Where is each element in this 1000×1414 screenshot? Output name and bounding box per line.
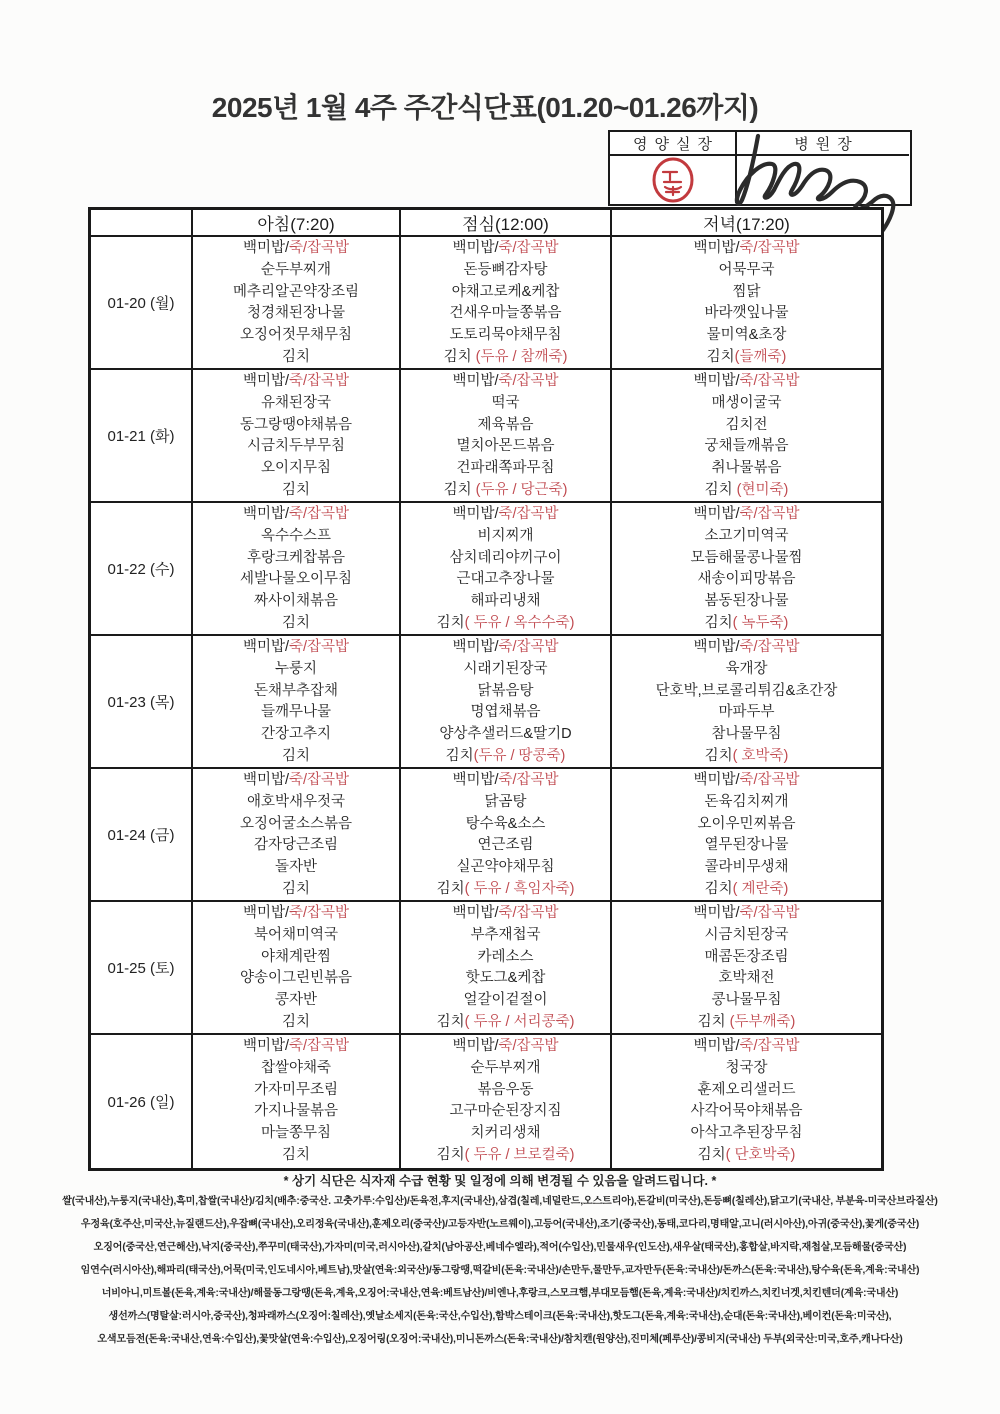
menu-item-special: 후랑크케찹볶음 (246, 549, 346, 566)
approval-box (608, 130, 912, 206)
porridge-note: ( 두유 / 브로컬죽) (464, 1146, 575, 1163)
porridge-rice-label: 죽/잡곡밥 (289, 240, 350, 256)
approval-header-director (737, 132, 909, 156)
porridge-rice-label: 죽/잡곡밥 (498, 240, 559, 256)
kimchi-line (612, 347, 881, 369)
menu-item-side: 건파래쪽파무침 (456, 460, 555, 477)
menu-item-side: 연근조림 (477, 837, 534, 854)
rice-line (612, 903, 881, 925)
porridge-rice-label: 죽/잡곡밥 (289, 639, 350, 655)
menu-item-soup: 북어채미역국 (253, 926, 339, 943)
kimchi-line (401, 1012, 610, 1034)
porridge-rice-label: 죽/잡곡밥 (739, 905, 800, 921)
porridge-rice-label: 죽/잡곡밥 (739, 373, 800, 389)
breakfast-menu-cell (193, 636, 401, 769)
menu-item-special: 돈채부추잡채 (253, 682, 339, 699)
kimchi-line (193, 746, 399, 768)
menu-item-side: 참나물무침 (711, 726, 782, 743)
kimchi-line (401, 1145, 610, 1167)
kimchi-line (612, 879, 881, 901)
porridge-rice-label: 죽/잡곡밥 (739, 639, 800, 655)
dinner-menu-cell (612, 902, 881, 1035)
lunch-menu-cell (401, 1035, 612, 1168)
menu-row (91, 769, 881, 902)
day-date-cell: 01-21 (화) (91, 370, 193, 503)
day-date-cell: 01-26 (일) (91, 1035, 193, 1168)
page-title: 2025년 1월 4주 주간식단표(01.20~01.26까지) (211, 92, 759, 123)
menu-item-side: 돌자반 (274, 859, 318, 876)
kimchi-label: 김치 (706, 348, 735, 365)
menu-item-side: 명엽채볶음 (470, 704, 541, 721)
lunch-header: 점심(12:00) (401, 210, 612, 237)
rice-label: 백미밥/ (452, 772, 499, 788)
kimchi-line (401, 480, 610, 502)
porridge-rice-label: 죽/잡곡밥 (289, 905, 350, 921)
menu-row (91, 1035, 881, 1168)
menu-item-soup: 옥수수스프 (260, 527, 332, 544)
menu-item-special: 오이우민찌볶음 (697, 815, 796, 832)
rice-label: 백미밥/ (452, 240, 499, 256)
kimchi-line (612, 1145, 881, 1167)
menu-item-special: 야채고로케&케찹 (451, 283, 560, 300)
menu-item-special: 가자미무조림 (253, 1081, 339, 1098)
kimchi-line (612, 1012, 881, 1034)
hospital-director-label: 병원장 (794, 135, 859, 153)
day-date-cell: 01-20 (월) (91, 237, 193, 370)
menu-item-side: 봄동된장나물 (704, 593, 789, 610)
kimchi-line (401, 347, 610, 369)
lunch-menu-cell (401, 902, 612, 1035)
rice-label: 백미밥/ (693, 373, 740, 389)
menu-item-side: 간장고추지 (260, 726, 332, 743)
porridge-rice-label: 죽/잡곡밥 (739, 240, 800, 256)
rice-line (193, 238, 399, 260)
menu-item-side: 감자당근조림 (253, 837, 339, 854)
kimchi-label: 김치 (281, 1013, 310, 1030)
rice-label: 백미밥/ (693, 772, 740, 788)
menu-item-special: 볶음우동 (477, 1081, 534, 1098)
lunch-menu-cell (401, 503, 612, 636)
menu-item-side: 열무된장나물 (704, 837, 789, 854)
menu-item-side: 도토리묵야채무침 (449, 327, 562, 344)
kimchi-line (193, 480, 399, 502)
rice-line (401, 637, 610, 659)
rice-label: 백미밥/ (242, 240, 289, 256)
dinner-menu-cell (612, 636, 881, 769)
rice-line (612, 238, 881, 260)
rice-label: 백미밥/ (452, 506, 499, 522)
rice-label: 백미밥/ (242, 506, 289, 522)
rice-line (193, 504, 399, 526)
menu-item-side: 궁채들깨볶음 (704, 438, 789, 455)
menu-item-soup: 순두부찌개 (260, 261, 332, 278)
menu-item-side: 오징어젓무채무침 (239, 327, 353, 344)
rice-label: 백미밥/ (452, 373, 499, 389)
porridge-note: ( 녹두죽) (732, 614, 789, 631)
kimchi-label: 김치 (281, 1146, 310, 1163)
kimchi-line (612, 613, 881, 635)
breakfast-menu-cell (193, 1035, 401, 1168)
menu-item-special: 제육볶음 (477, 416, 534, 433)
menu-item-soup: 시금치된장국 (704, 926, 789, 943)
kimchi-label: 김치 (436, 614, 465, 631)
menu-item-side: 콜라비무생채 (704, 859, 789, 876)
menu-item-soup: 어묵무국 (718, 261, 775, 278)
rice-line (612, 637, 881, 659)
rice-line (612, 1036, 881, 1058)
menu-item-special: 메추리알곤약장조림 (232, 283, 360, 300)
rice-label: 백미밥/ (452, 1038, 499, 1054)
origin-line: 생선까스(명탈살:러시아,중국산),청파래까스(오징어:칠레산),옛날소세지(돈육:국산,수입산),함박스테이크(돈육:국내산),핫도그(돈육,계육:국내산),순대(돈육:국내산),베이컨(돈육:미국산), (108, 1311, 892, 1322)
porridge-note: (두유 / 땅콩죽) (473, 747, 566, 764)
menu-item-side: 실곤약야채무침 (456, 859, 555, 876)
rice-label: 백미밥/ (693, 240, 740, 256)
dinner-menu-cell (612, 769, 881, 902)
kimchi-label: 김치 (697, 1146, 726, 1163)
porridge-rice-label: 죽/잡곡밥 (289, 1038, 350, 1054)
rice-label: 백미밥/ (452, 639, 499, 655)
kimchi-line (193, 613, 399, 635)
approval-stamp-cell (610, 156, 737, 203)
rice-label: 백미밥/ (693, 905, 740, 921)
day-date-cell: 01-25 (토) (91, 902, 193, 1035)
rice-label: 백미밥/ (242, 373, 289, 389)
porridge-rice-label: 죽/잡곡밥 (498, 373, 559, 389)
menu-item-special: 모듬해물콩나물찜 (690, 549, 803, 566)
lunch-menu-cell (401, 370, 612, 503)
weekly-menu-table (88, 207, 884, 1171)
menu-item-soup: 부추재첩국 (470, 926, 541, 943)
menu-item-side: 새송이피망볶음 (697, 571, 796, 588)
porridge-note: (현미죽) (732, 481, 789, 498)
kimchi-label: 김치 (445, 747, 474, 764)
porridge-rice-label: 죽/잡곡밥 (498, 905, 559, 921)
menu-item-side: 시금치두부무침 (246, 438, 346, 455)
porridge-rice-label: 죽/잡곡밥 (289, 506, 350, 522)
origin-line: 쌀(국내산),누룽지(국내산),흑미,찹쌀(국내산)/김치(배추:중국산. 고춧가루:수입산)/돈육전,후지(국내산),삼겹(칠레,네덜란드,오스트리아),돈갈비(미국산),돈등뼈(칠레산),닭고기(국내산, 부분육-미국산브라질산) (62, 1196, 938, 1207)
rice-label: 백미밥/ (242, 905, 289, 921)
menu-change-notice: * 상기 식단은 식자재 수급 현황 및 일정에 의해 변경될 수 있음을 알려드립니다. * (283, 1174, 717, 1188)
menu-item-side: 바라깻잎나물 (704, 305, 789, 322)
kimchi-line (612, 480, 881, 502)
menu-item-soup: 시래기된장국 (463, 660, 548, 677)
menu-table-rows (91, 237, 881, 1168)
porridge-note: (두부깨죽) (725, 1013, 796, 1030)
corner-cell (91, 210, 193, 237)
rice-label: 백미밥/ (452, 905, 499, 921)
kimchi-label: 김치 (281, 747, 310, 764)
rice-line (612, 504, 881, 526)
kimchi-line (401, 879, 610, 901)
day-date-cell: 01-23 (목) (91, 636, 193, 769)
menu-row (91, 370, 881, 503)
menu-item-soup: 닭곰탕 (484, 793, 527, 810)
menu-item-special: 삼치데리야끼구이 (449, 549, 562, 566)
rice-line (401, 238, 610, 260)
kimchi-label: 김치 (443, 481, 472, 498)
kimchi-line (193, 347, 399, 369)
porridge-note: (두유 / 참깨죽) (471, 348, 568, 365)
approval-signature-cell (737, 156, 909, 203)
origin-line: 너비아니,미트볼(돈육,계육:국내산)/해물동그랑땡(돈육,계육,오징어:국내산,연육:베트남산)/비엔나,후랑크,스모크햄,부대모듬햄(돈육,계육:국내산)/치킨까스,치킨너겟,치킨텐더(계육:국내산) (101, 1288, 899, 1299)
menu-item-soup: 순두부찌개 (470, 1059, 541, 1076)
menu-row (91, 636, 881, 769)
kimchi-label: 김치 (443, 348, 472, 365)
kimchi-label: 김치 (704, 481, 733, 498)
kimchi-line (193, 879, 399, 901)
rice-line (401, 371, 610, 393)
menu-item-side: 오이지무침 (260, 460, 332, 477)
kimchi-label: 김치 (436, 1146, 465, 1163)
menu-item-special: 탕수육&소스 (465, 815, 546, 832)
origin-line: 오징어(중국산,연근해산),낙지(중국산),쭈꾸미(태국산),가자미(미국,러시아산),갈치(남아공산,베네수엘라),적어(수입산),민물새우(인도산),새우살(태국산),홍합살,바지락,재첩살,모듬해물(중국산) (93, 1242, 907, 1253)
menu-item-soup: 유채된장국 (260, 394, 332, 411)
porridge-note: (들깨죽) (734, 348, 787, 365)
porridge-note: (두유 / 당근죽) (471, 481, 568, 498)
kimchi-line (193, 1145, 399, 1167)
rice-line (401, 770, 610, 792)
menu-item-side: 콩나물무침 (711, 992, 782, 1009)
menu-item-side: 얼갈이겉절이 (463, 992, 548, 1009)
menu-item-side: 멸치아몬드볶음 (456, 438, 555, 455)
porridge-rice-label: 죽/잡곡밥 (739, 506, 800, 522)
rice-line (193, 1036, 399, 1058)
origin-line: 오색모듬전(돈육:국내산,연육:수입산),꽃맛살(연육:수입산),오징어링(오징어:국내산),미니돈까스(돈육:국내산)/참치캔(원양산),진미체(페루산)/콩비지(국내산) 두부(외국산:미국,호주,캐나다산) (97, 1334, 903, 1345)
kimchi-label: 김치 (697, 1013, 726, 1030)
kimchi-line (401, 613, 610, 635)
rice-line (401, 903, 610, 925)
menu-item-side: 양상추샐러드&딸기D (439, 726, 572, 743)
nutrition-director-label: 영양실장 (633, 135, 719, 153)
menu-item-side: 건새우마늘쫑볶음 (449, 305, 562, 322)
menu-item-special: 동그랑땡야채볶음 (239, 416, 353, 433)
menu-row (91, 237, 881, 370)
menu-item-special: 단호박,브로콜리튀김&초간장 (655, 682, 838, 699)
porridge-note: ( 두유 / 옥수수죽) (464, 614, 575, 631)
kimchi-line (193, 1012, 399, 1034)
menu-item-side: 아삭고추된장무침 (690, 1125, 803, 1142)
porridge-rice-label: 죽/잡곡밥 (739, 772, 800, 788)
kimchi-label: 김치 (281, 348, 310, 365)
kimchi-label: 김치 (704, 880, 733, 897)
menu-item-soup: 누룽지 (274, 660, 318, 677)
kimchi-label: 김치 (281, 614, 310, 631)
menu-item-special: 매콤돈장조림 (704, 948, 789, 965)
menu-item-soup: 비지찌개 (477, 527, 534, 544)
breakfast-menu-cell (193, 237, 401, 370)
breakfast-header: 아침(7:20) (193, 210, 401, 237)
menu-item-soup: 돈육김치찌개 (704, 793, 789, 810)
menu-item-soup: 떡국 (491, 394, 520, 411)
menu-item-side: 콩자반 (274, 992, 318, 1009)
breakfast-menu-cell (193, 769, 401, 902)
porridge-note: ( 두유 / 흑임자죽) (464, 880, 575, 897)
dinner-menu-cell (612, 237, 881, 370)
rice-line (193, 903, 399, 925)
rice-line (193, 770, 399, 792)
rice-label: 백미밥/ (693, 639, 740, 655)
menu-item-side: 호박채전 (718, 970, 775, 987)
kimchi-label: 김치 (281, 481, 310, 498)
menu-item-side: 마늘쫑무침 (260, 1125, 332, 1142)
menu-item-side: 고구마순된장지짐 (449, 1103, 562, 1120)
rice-label: 백미밥/ (242, 1038, 289, 1054)
origin-line: 임연수(러시아산),해파리(태국산),어묵(미국,인도네시아,베트남),맛살(연육:외국산)/동그랑땡,떡갈비(돈육:국내산)/손만두,물만두,교자만두(돈육:국내산)/돈까스(돈육:국내산),탕수육(돈육,계육:국내산) (80, 1265, 920, 1276)
menu-item-special: 닭볶음탕 (477, 682, 534, 699)
menu-item-side: 물미역&초장 (706, 327, 787, 344)
porridge-note: ( 두유 / 서리콩죽) (464, 1013, 575, 1030)
menu-item-side: 치커리생채 (470, 1125, 541, 1142)
menu-item-side: 마파두부 (718, 704, 775, 721)
porridge-rice-label: 죽/잡곡밥 (289, 373, 350, 389)
menu-item-side: 양송이그린빈볶음 (239, 970, 353, 987)
table-header-row (91, 210, 881, 237)
lunch-menu-cell (401, 636, 612, 769)
menu-item-side: 들깨무나물 (260, 704, 332, 721)
rice-line (193, 637, 399, 659)
origin-info-block (0, 1190, 1000, 1351)
dinner-menu-cell (612, 1035, 881, 1168)
menu-row (91, 902, 881, 1035)
breakfast-menu-cell (193, 902, 401, 1035)
rice-line (193, 371, 399, 393)
menu-item-side: 사각어묵야채볶음 (690, 1103, 803, 1120)
rice-label: 백미밥/ (242, 639, 289, 655)
menu-item-side: 취나물볶음 (711, 460, 782, 477)
rice-label: 백미밥/ (693, 506, 740, 522)
menu-item-special: 카레소스 (477, 948, 534, 965)
menu-item-soup: 육개장 (725, 660, 768, 677)
dinner-menu-cell (612, 370, 881, 503)
menu-item-special: 오징어굴소스볶음 (239, 815, 353, 832)
porridge-note: ( 단호박죽) (725, 1146, 796, 1163)
menu-item-side: 해파리냉채 (470, 593, 541, 610)
menu-item-side: 세발나물오이무침 (239, 571, 353, 588)
menu-item-soup: 애호박새우젓국 (246, 793, 346, 810)
menu-item-side: 청경채된장나물 (246, 305, 346, 322)
porridge-rice-label: 죽/잡곡밥 (289, 772, 350, 788)
menu-item-soup: 소고기미역국 (704, 527, 789, 544)
menu-item-soup: 찹쌀야채죽 (260, 1059, 332, 1076)
menu-item-special: 야채계란찜 (260, 948, 332, 965)
approval-header-nutrition (610, 132, 737, 156)
rice-line (612, 770, 881, 792)
breakfast-menu-cell (193, 370, 401, 503)
porridge-note: ( 계란죽) (732, 880, 789, 897)
day-date-cell: 01-24 (금) (91, 769, 193, 902)
breakfast-menu-cell (193, 503, 401, 636)
kimchi-line (401, 746, 610, 768)
porridge-rice-label: 죽/잡곡밥 (498, 772, 559, 788)
kimchi-label: 김치 (436, 880, 465, 897)
rice-label: 백미밥/ (693, 1038, 740, 1054)
rice-line (401, 1036, 610, 1058)
lunch-menu-cell (401, 237, 612, 370)
menu-item-special: 찜닭 (732, 283, 761, 300)
lunch-menu-cell (401, 769, 612, 902)
porridge-note: ( 호박죽) (732, 747, 789, 764)
porridge-rice-label: 죽/잡곡밥 (498, 1038, 559, 1054)
dinner-header: 저녁(17:20) (612, 210, 881, 237)
porridge-rice-label: 죽/잡곡밥 (498, 506, 559, 522)
origin-line: 우정육(호주산,미국산,뉴질랜드산),우잡뼈(국내산),오리정육(국내산),훈제오리(중국산)/고등자반(노르웨이),고등어(국내산),조기(중국산),동태,코다리,명태알,고니(러시아산),아귀(중국산),꽃게(중국산) (80, 1219, 920, 1230)
menu-row (91, 503, 881, 636)
kimchi-label: 김치 (436, 1013, 465, 1030)
dinner-menu-cell (612, 503, 881, 636)
porridge-rice-label: 죽/잡곡밥 (739, 1038, 800, 1054)
kimchi-label: 김치 (704, 614, 733, 631)
menu-item-special: 훈제오리샐러드 (697, 1081, 796, 1098)
seal-stamp-icon (651, 156, 695, 204)
kimchi-line (612, 746, 881, 768)
menu-item-soup: 돈등뼈감자탕 (463, 261, 548, 278)
porridge-rice-label: 죽/잡곡밥 (498, 639, 559, 655)
menu-item-soup: 매생이굴국 (711, 394, 782, 411)
menu-item-side: 가지나물볶음 (253, 1103, 339, 1120)
kimchi-label: 김치 (704, 747, 733, 764)
menu-item-side: 짜사이채볶음 (253, 593, 339, 610)
day-date-cell: 01-22 (수) (91, 503, 193, 636)
kimchi-label: 김치 (281, 880, 310, 897)
menu-item-side: 근대고추장나물 (456, 571, 555, 588)
rice-line (612, 371, 881, 393)
rice-label: 백미밥/ (242, 772, 289, 788)
menu-item-special: 김치전 (725, 416, 768, 433)
rice-line (401, 504, 610, 526)
menu-item-side: 핫도그&케찹 (465, 970, 546, 987)
menu-item-soup: 청국장 (725, 1059, 768, 1076)
